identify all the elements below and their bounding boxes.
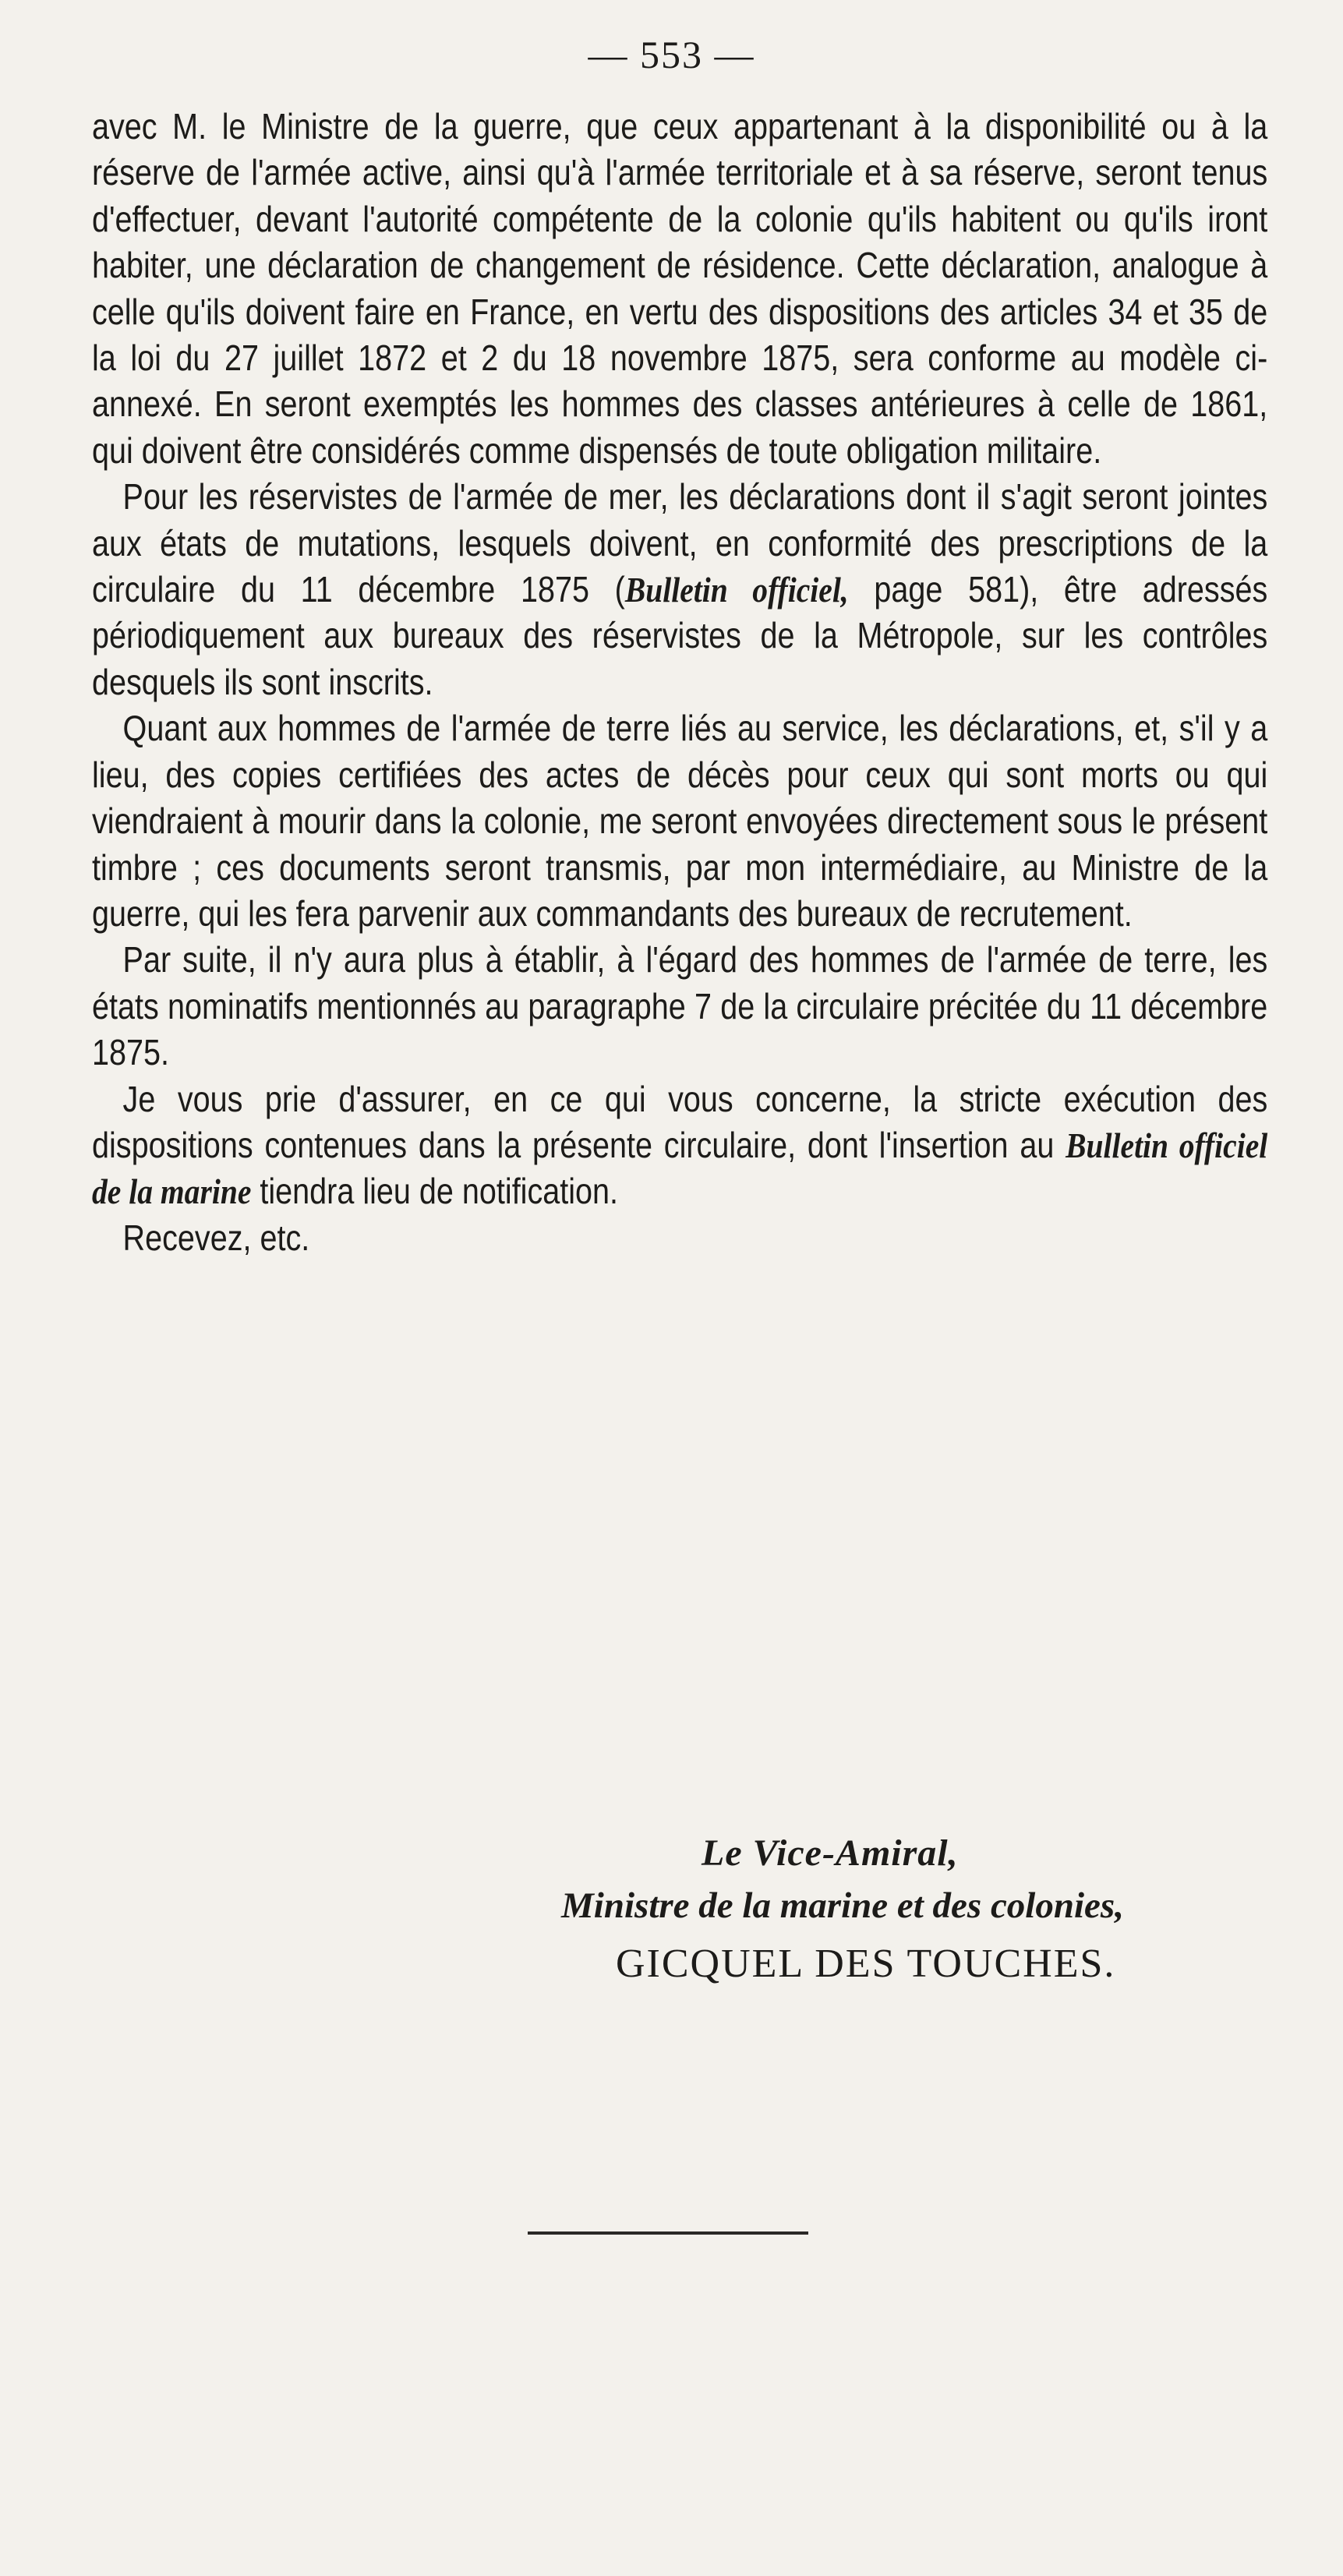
paragraph-2-text-end: page 581), être adressés périodiquement aux bureaux des réservistes de la Métropole, sur les contrôles desquels ils sont inscrits. [92,569,1268,702]
paragraph-2 [92,474,1267,705]
signatory-role: Ministre de la marine et des colonies, [561,1885,1124,1926]
signatory-name: GICQUEL DES TOUCHES. [616,1942,1116,1986]
bulletin-citation: Bulletin officiel, [624,570,849,610]
page-number: — 553 — [588,33,755,76]
paragraph-5-text-start: Je vous prie d'assurer, en ce qui vous concerne, la stricte exécution des dispositions contenues dans la présente circulaire, dont l'insertion au [92,1078,1268,1165]
paragraph-2-text-start: Pour les réservistes de l'armée de mer, les déclarations dont il s'agit seront jointes aux états de mutations, lesquels doivent, en conformité des prescriptions de la circulaire du 11 décembre 1875 ( [92,476,1268,610]
paragraph-1: avec M. le Ministre de la guerre, que ceux appartenant à la disponibilité ou à la réserve de l'armée active, ainsi qu'à l'armée territoriale et à sa réserve, seront tenus d'effectuer, devant l'autorité compétente de la colonie qu'ils habitent ou qu'ils iront habiter, une déclaration de changement de résidence. Cette déclaration, analogue à celle qu'ils doivent faire en France, en vertu des dispositions des articles 34 et 35 de la loi du 27 juillet 1872 et 2 du 18 novembre 1875, sera conforme au modèle ci-annexé. En seront exemptés les hommes des classes antérieures à celle de 1861, qui doivent être considérés comme dispensés de toute obligation militaire. [92,106,1268,471]
paragraph-4: Par suite, il n'y aura plus à établir, à l'égard des hommes de l'armée de terre, les états nominatifs mentionnés au paragraphe 7 de la circulaire précitée du 11 décembre 1875. [92,939,1268,1073]
closing-salutation: Recevez, etc. [122,1217,310,1258]
end-rule [528,2231,808,2235]
paragraph-3: Quant aux hommes de l'armée de terre liés au service, les déclarations, et, s'il y a lieu, des copies certifiées des actes de décès pour ceux qui sont morts ou qui viendraient à mourir dans la colonie, me seront envoyées directement sous le présent timbre ; ces documents seront transmis, par mon intermédiaire, au Ministre de la guerre, qui les fera parvenir aux commandants des bureaux de recrutement. [92,708,1268,934]
signatory-title: Le Vice-Amiral, [702,1832,959,1874]
paragraph-5-text-end: tiendra lieu de notification. [251,1171,619,1212]
paragraph-5 [92,1076,1267,1215]
document-body [92,104,1267,1261]
bulletin-title: Bulletin officiel de la marine [92,1125,1268,1212]
